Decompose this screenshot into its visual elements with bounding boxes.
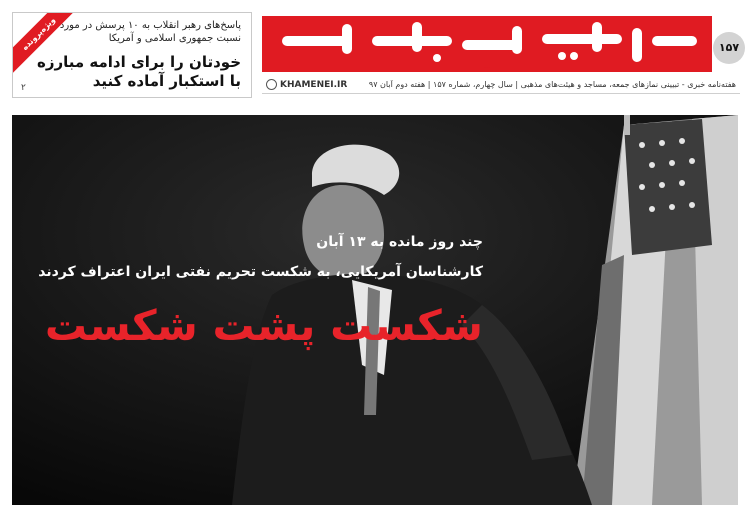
masthead-logo [262,16,712,72]
promo-page-number: ۲ [21,83,26,93]
site-label: KHAMENEI.IR [280,79,348,90]
cover-headline[interactable]: شکست پشت شکست [44,301,483,350]
promo-ribbon: ویژه‌پرونده [12,12,81,76]
cover-lead: کارشناسان آمریکایی، به شکست تحریم نفتی ایران اعتراف کردند [38,264,483,280]
masthead-logo-graphic [262,16,712,72]
site-link[interactable] [266,79,347,90]
issue-number-badge: ۱۵۷ [713,32,745,64]
globe-icon [266,79,277,90]
promo-box[interactable] [12,12,252,98]
masthead-title: خط حزب‌الله [484,68,490,69]
cover-kicker: چند روز مانده به ۱۳ آبان [316,234,483,250]
issue-description: هفته‌نامه خبری - تبیینی نمازهای جمعه، مساجد و هیئت‌های مذهبی | سال چهارم، شماره ۱۵۷ | هفته دوم آبان ۹۷ [368,80,736,89]
promo-headline[interactable]: خودتان را برای ادامه مبارزه با استکبار آماده کنید [36,53,241,90]
masthead-info-bar [262,78,740,94]
promo-subtitle: پاسخ‌های رهبر انقلاب به ۱۰ پرسش در مورد نسبت جمهوری اسلامی و آمریکا [59,20,241,44]
